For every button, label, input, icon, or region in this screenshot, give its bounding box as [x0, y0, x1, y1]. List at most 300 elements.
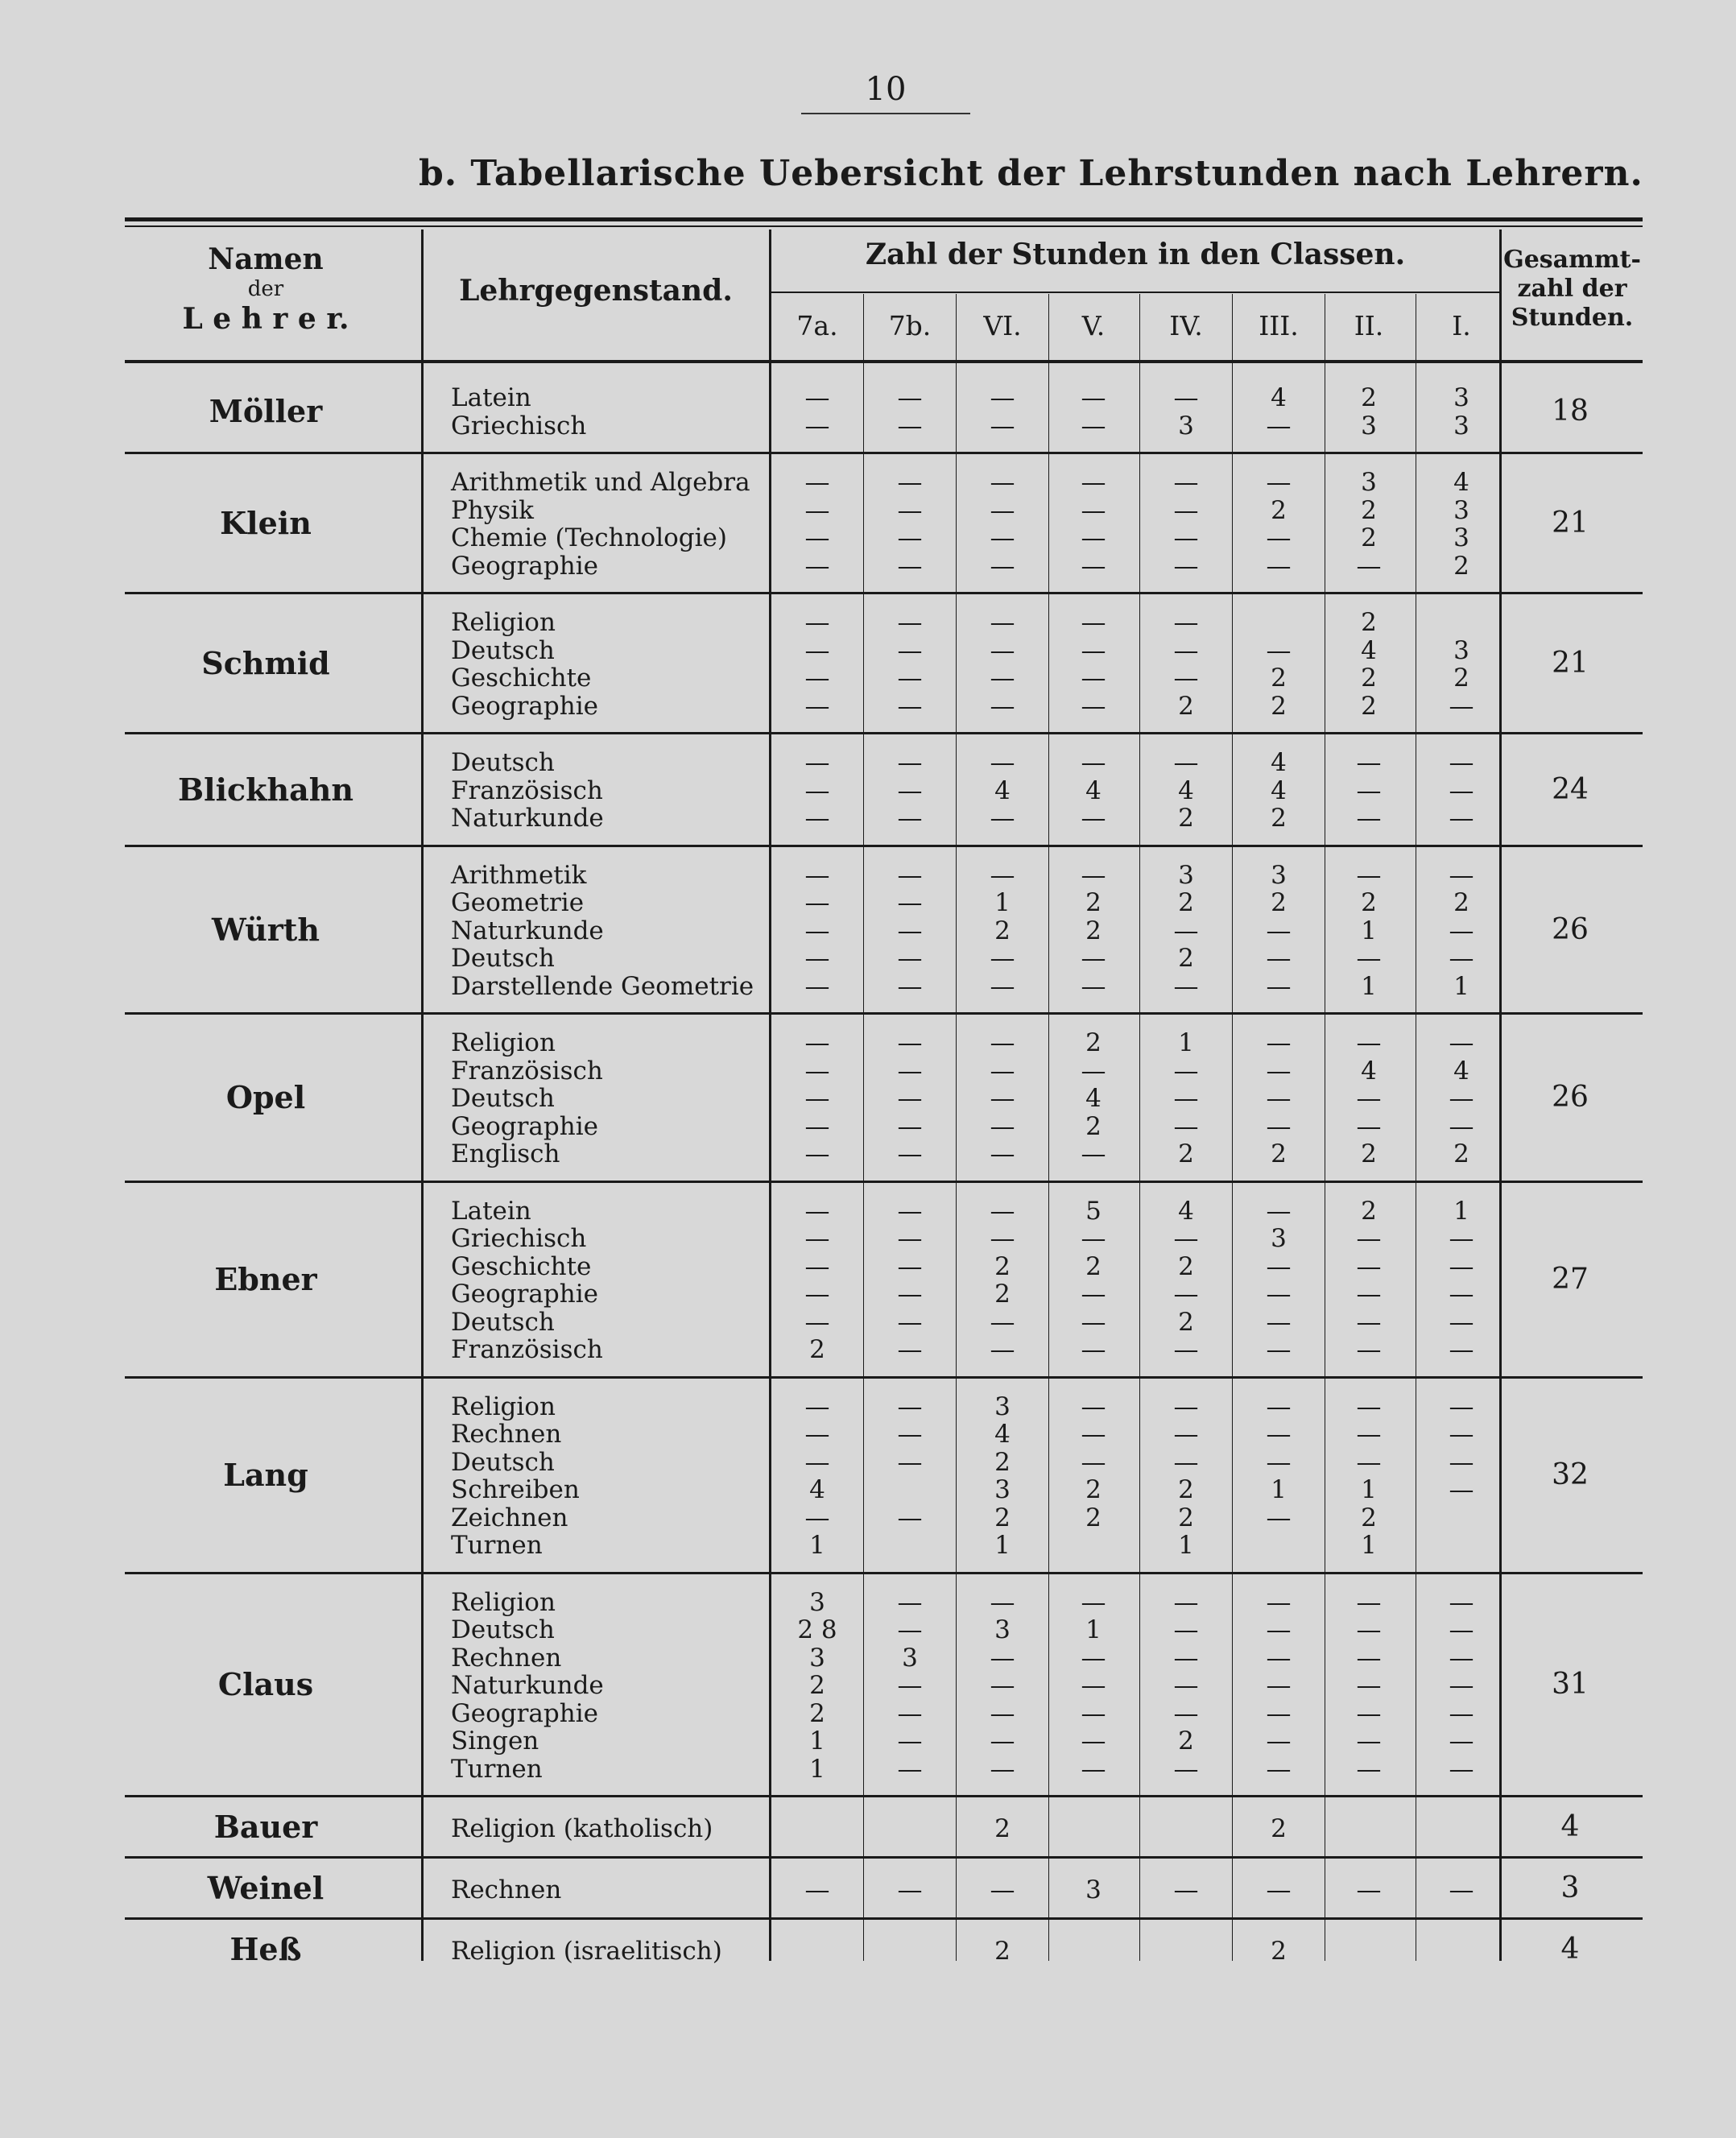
- hours-cell: 4: [1178, 1196, 1194, 1226]
- subject-name: Französisch: [451, 1056, 603, 1086]
- class-header: II.: [1354, 310, 1384, 341]
- row-separator: [125, 1181, 1643, 1183]
- hours-cell: —: [1356, 1587, 1382, 1617]
- hours-cell: 5: [1085, 1196, 1102, 1226]
- hours-cell: 2: [1453, 664, 1469, 693]
- teacher-name: Blickhahn: [178, 771, 353, 808]
- hours-cell: —: [1081, 1671, 1106, 1700]
- subject-name: Naturkunde: [451, 916, 604, 945]
- hours-cell: —: [804, 551, 830, 581]
- hours-cell: —: [1081, 411, 1106, 440]
- subject-name: Religion: [451, 608, 556, 637]
- subject-name: Deutsch: [451, 1447, 555, 1477]
- hours-cell: 1: [1361, 1531, 1377, 1560]
- hours-cell: —: [897, 1111, 923, 1141]
- hours-cell: —: [1081, 1307, 1106, 1337]
- hours-cell: —: [1449, 1671, 1474, 1700]
- hours-cell: —: [1266, 1587, 1292, 1617]
- hours-cell: —: [990, 1335, 1015, 1364]
- hours-cell: —: [804, 495, 830, 525]
- hours-cell: 2: [1085, 1503, 1102, 1532]
- hours-cell: 2: [994, 1814, 1011, 1843]
- hours-cell: —: [1449, 1084, 1474, 1113]
- hours-cell: 2: [809, 1335, 825, 1364]
- hours-cell: —: [1081, 804, 1106, 833]
- hours-cell: 1: [1178, 1531, 1194, 1560]
- teacher-name: Claus: [217, 1666, 314, 1703]
- hours-cell: —: [1449, 944, 1474, 973]
- hours-cell: —: [1173, 1587, 1199, 1617]
- hours-cell: —: [897, 1503, 923, 1532]
- teacher-name: Weinel: [207, 1870, 324, 1906]
- hours-cell: —: [1449, 1028, 1474, 1057]
- hours-cell: —: [804, 1307, 830, 1337]
- hours-cell: —: [1356, 1671, 1382, 1700]
- header-group-rule: [771, 292, 1500, 293]
- teacher-total: 21: [1552, 647, 1589, 680]
- hours-cell: —: [804, 1139, 830, 1168]
- subject-name: Schreiben: [451, 1475, 580, 1504]
- hours-cell: —: [897, 1056, 923, 1086]
- hours-cell: 1: [1271, 1475, 1287, 1504]
- hours-cell: —: [990, 608, 1015, 637]
- hours-cell: 2: [1085, 916, 1102, 945]
- hours-cell: —: [1081, 1335, 1106, 1364]
- hours-cell: —: [804, 1280, 830, 1309]
- hours-cell: —: [804, 1420, 830, 1449]
- hours-cell: 2: [994, 1503, 1011, 1532]
- hours-cell: —: [1356, 1698, 1382, 1728]
- hours-cell: —: [1266, 523, 1292, 552]
- hours-cell: 3: [1361, 468, 1377, 497]
- hours-cell: —: [990, 1754, 1015, 1784]
- hours-cell: 2: [1271, 888, 1287, 917]
- hours-cell: 3: [1178, 411, 1194, 440]
- hours-cell: —: [897, 1084, 923, 1113]
- hours-cell: 4: [994, 775, 1011, 805]
- hours-cell: 1: [1361, 916, 1377, 945]
- hours-cell: —: [897, 1671, 923, 1700]
- hours-cell: —: [1173, 971, 1199, 1001]
- hours-cell: —: [990, 971, 1015, 1001]
- hours-cell: —: [804, 1447, 830, 1477]
- hours-cell: —: [804, 1503, 830, 1532]
- hours-cell: —: [1356, 1084, 1382, 1113]
- hours-cell: 2: [1361, 383, 1377, 412]
- hours-cell: —: [1081, 1420, 1106, 1449]
- subject-name: Arithmetik und Algebra: [451, 468, 750, 497]
- teacher-total: 4: [1560, 1810, 1580, 1843]
- class-column-separator: [863, 294, 864, 1961]
- subject-name: Singen: [451, 1727, 539, 1755]
- hours-cell: 2: [1178, 1503, 1194, 1532]
- class-header: III.: [1259, 310, 1299, 341]
- hours-cell: —: [897, 1028, 923, 1057]
- hours-cell: 2: [1271, 1937, 1287, 1966]
- header-total: [1502, 246, 1643, 333]
- hours-cell: —: [1266, 1111, 1292, 1141]
- hours-cell: 1: [1453, 971, 1469, 1001]
- hours-cell: 3: [902, 1643, 918, 1673]
- hours-cell: —: [1081, 551, 1106, 581]
- subject-name: Griechisch: [451, 411, 587, 440]
- hours-cell: —: [990, 1056, 1015, 1086]
- hours-cell: —: [1449, 1698, 1474, 1728]
- hours-cell: —: [1449, 775, 1474, 805]
- hours-cell: —: [897, 916, 923, 945]
- hours-cell: 2: [1271, 1814, 1287, 1843]
- vline-name: [421, 230, 424, 1961]
- hours-cell: —: [1266, 1420, 1292, 1449]
- hours-cell: —: [1449, 1420, 1474, 1449]
- hours-cell: —: [804, 691, 830, 721]
- hours-cell: —: [1081, 944, 1106, 973]
- hours-cell: —: [897, 1875, 923, 1904]
- hours-cell: 1: [809, 1754, 825, 1784]
- hours-cell: —: [897, 804, 923, 833]
- hours-cell: 2: [1085, 888, 1102, 917]
- hours-cell: —: [1266, 1056, 1292, 1086]
- hours-cell: 4: [1271, 748, 1287, 777]
- row-separator: [125, 452, 1643, 454]
- subject-name: Geschichte: [451, 1251, 592, 1281]
- hours-cell: —: [1356, 775, 1382, 805]
- class-column-separator: [956, 294, 957, 1961]
- hours-cell: —: [804, 664, 830, 693]
- hours-cell: —: [897, 1196, 923, 1226]
- hours-cell: 4: [1178, 775, 1194, 805]
- hours-cell: —: [990, 1587, 1015, 1617]
- hours-cell: —: [1356, 551, 1382, 581]
- hours-cell: 2 8: [797, 1615, 837, 1644]
- hours-cell: —: [897, 635, 923, 665]
- header-names-line2: der: [247, 277, 284, 301]
- hours-cell: 1: [809, 1727, 825, 1755]
- hours-cell: 3: [1453, 635, 1469, 665]
- hours-cell: —: [1173, 551, 1199, 581]
- hours-cell: —: [804, 635, 830, 665]
- hours-cell: —: [1449, 1447, 1474, 1477]
- row-separator: [125, 1572, 1643, 1574]
- hours-cell: 1: [1178, 1028, 1194, 1057]
- hours-cell: —: [1173, 1615, 1199, 1644]
- hours-cell: —: [1356, 1307, 1382, 1337]
- hours-cell: —: [897, 1754, 923, 1784]
- subject-name: Englisch: [451, 1139, 560, 1168]
- hours-cell: —: [990, 1111, 1015, 1141]
- hours-cell: —: [990, 1671, 1015, 1700]
- hours-cell: —: [1173, 1111, 1199, 1141]
- hours-cell: —: [1081, 971, 1106, 1001]
- hours-cell: —: [897, 664, 923, 693]
- hours-cell: —: [990, 635, 1015, 665]
- hours-cell: —: [1173, 468, 1199, 497]
- hours-cell: 2: [1178, 1475, 1194, 1504]
- teacher-total: 3: [1560, 1871, 1580, 1904]
- row-separator: [125, 592, 1643, 594]
- hours-cell: —: [1173, 523, 1199, 552]
- hours-cell: 4: [994, 1420, 1011, 1449]
- hours-cell: —: [1356, 1643, 1382, 1673]
- hours-cell: 2: [1178, 1139, 1194, 1168]
- hours-cell: —: [1266, 1084, 1292, 1113]
- hours-cell: —: [990, 495, 1015, 525]
- subject-name: Religion: [451, 1392, 556, 1421]
- subject-name: Geschichte: [451, 664, 592, 693]
- hours-cell: 3: [1178, 860, 1194, 890]
- hours-cell: 2: [1361, 523, 1377, 552]
- subject-name: Naturkunde: [451, 804, 604, 833]
- hours-cell: —: [804, 775, 830, 805]
- hours-cell: —: [1173, 1392, 1199, 1421]
- hours-cell: 2: [809, 1671, 825, 1700]
- hours-cell: —: [804, 1084, 830, 1113]
- hours-cell: 3: [1271, 1224, 1287, 1253]
- teacher-name: Möller: [209, 392, 323, 429]
- hours-cell: 3: [994, 1475, 1011, 1504]
- hours-cell: —: [1173, 1280, 1199, 1309]
- hours-cell: 3: [1453, 495, 1469, 525]
- hours-cell: —: [804, 523, 830, 552]
- hours-cell: —: [897, 495, 923, 525]
- hours-cell: —: [804, 944, 830, 973]
- hours-cell: —: [804, 860, 830, 890]
- hours-cell: —: [804, 383, 830, 412]
- hours-cell: —: [1081, 1139, 1106, 1168]
- teacher-name: Bauer: [213, 1809, 318, 1845]
- hours-cell: —: [1266, 1028, 1292, 1057]
- hours-cell: —: [897, 411, 923, 440]
- hours-cell: —: [1173, 608, 1199, 637]
- hours-cell: —: [1449, 1111, 1474, 1141]
- hours-cell: 2: [1361, 1196, 1377, 1226]
- class-header: IV.: [1169, 310, 1203, 341]
- hours-cell: 2: [1271, 664, 1287, 693]
- hours-cell: —: [990, 411, 1015, 440]
- vline-subject: [769, 230, 771, 1961]
- hours-cell: —: [1356, 1335, 1382, 1364]
- row-separator: [125, 1856, 1643, 1859]
- hours-cell: —: [804, 1224, 830, 1253]
- hours-cell: —: [804, 916, 830, 945]
- hours-cell: —: [897, 523, 923, 552]
- subject-name: Turnen: [451, 1754, 543, 1784]
- class-header: 7b.: [888, 310, 932, 341]
- teacher-name: Opel: [225, 1079, 306, 1116]
- subject-name: Deutsch: [451, 1307, 555, 1337]
- hours-cell: —: [1173, 1084, 1199, 1113]
- subject-name: Geographie: [451, 1111, 598, 1141]
- hours-cell: —: [1081, 1587, 1106, 1617]
- subject-name: Darstellende Geometrie: [451, 971, 754, 1001]
- hours-cell: 1: [1361, 971, 1377, 1001]
- hours-cell: —: [1356, 1447, 1382, 1477]
- hours-cell: —: [990, 551, 1015, 581]
- hours-cell: —: [1081, 1280, 1106, 1309]
- hours-cell: —: [1173, 1335, 1199, 1364]
- hours-cell: —: [897, 608, 923, 637]
- hours-cell: 1: [1453, 1196, 1469, 1226]
- hours-cell: 4: [1453, 1056, 1469, 1086]
- hours-cell: —: [990, 468, 1015, 497]
- hours-cell: —: [1449, 1307, 1474, 1337]
- hours-cell: —: [1266, 1503, 1292, 1532]
- hours-cell: 2: [1361, 1503, 1377, 1532]
- hours-cell: —: [1356, 1280, 1382, 1309]
- hours-cell: —: [1081, 1754, 1106, 1784]
- header-names-line1: Namen: [208, 242, 324, 276]
- hours-cell: —: [1173, 495, 1199, 525]
- hours-cell: 2: [1453, 551, 1469, 581]
- hours-cell: —: [897, 944, 923, 973]
- hours-cell: 2: [1178, 1307, 1194, 1337]
- hours-cell: —: [990, 1139, 1015, 1168]
- page-number: 10: [865, 71, 907, 108]
- hours-cell: —: [1081, 468, 1106, 497]
- hours-cell: 2: [1085, 1111, 1102, 1141]
- hours-cell: —: [1356, 1251, 1382, 1281]
- hours-cell: —: [897, 775, 923, 805]
- hours-cell: —: [990, 944, 1015, 973]
- hours-cell: —: [1266, 1875, 1292, 1904]
- hours-cell: —: [897, 1420, 923, 1449]
- subject-name: Rechnen: [451, 1643, 562, 1673]
- hours-cell: —: [1173, 1698, 1199, 1728]
- hours-cell: 2: [809, 1698, 825, 1728]
- hours-cell: 2: [1361, 888, 1377, 917]
- hours-cell: —: [1266, 1615, 1292, 1644]
- hours-cell: —: [1449, 804, 1474, 833]
- hours-cell: —: [897, 1587, 923, 1617]
- hours-cell: —: [1449, 748, 1474, 777]
- hours-cell: —: [1356, 944, 1382, 973]
- hours-cell: —: [990, 1727, 1015, 1755]
- hours-cell: —: [1356, 860, 1382, 890]
- class-column-separator: [1139, 294, 1140, 1961]
- subject-name: Religion: [451, 1587, 556, 1617]
- hours-cell: 2: [1361, 691, 1377, 721]
- hours-cell: 3: [1453, 523, 1469, 552]
- hours-cell: —: [897, 1392, 923, 1421]
- hours-cell: —: [990, 1028, 1015, 1057]
- hours-cell: —: [804, 1056, 830, 1086]
- hours-cell: —: [1356, 1875, 1382, 1904]
- class-header: VI.: [983, 310, 1022, 341]
- subject-name: Physik: [451, 495, 534, 525]
- hours-cell: 3: [809, 1587, 825, 1617]
- class-column-separator: [1232, 294, 1233, 1961]
- hours-cell: —: [1266, 1335, 1292, 1364]
- hours-cell: 2: [994, 1447, 1011, 1477]
- hours-cell: —: [1173, 916, 1199, 945]
- hours-cell: 2: [994, 1280, 1011, 1309]
- row-separator: [125, 845, 1643, 847]
- hours-cell: —: [1081, 635, 1106, 665]
- hours-cell: —: [1266, 1251, 1292, 1281]
- row-separator: [125, 1012, 1643, 1015]
- hours-cell: —: [897, 1615, 923, 1644]
- hours-cell: —: [1081, 1224, 1106, 1253]
- hours-cell: —: [1266, 1671, 1292, 1700]
- hours-cell: —: [1266, 1447, 1292, 1477]
- teacher-total: 4: [1560, 1933, 1580, 1966]
- hours-cell: —: [1449, 1224, 1474, 1253]
- hours-cell: 2: [1178, 1727, 1194, 1755]
- hours-cell: —: [1449, 1280, 1474, 1309]
- teacher-total: 24: [1552, 772, 1589, 806]
- hours-cell: —: [1173, 635, 1199, 665]
- hours-cell: 2: [1271, 495, 1287, 525]
- subject-name: Naturkunde: [451, 1671, 604, 1700]
- hours-cell: —: [897, 551, 923, 581]
- hours-cell: —: [990, 860, 1015, 890]
- hours-cell: 1: [1361, 1475, 1377, 1504]
- hours-cell: —: [1081, 383, 1106, 412]
- hours-cell: —: [897, 1251, 923, 1281]
- hours-cell: —: [1266, 551, 1292, 581]
- hours-cell: —: [1266, 1643, 1292, 1673]
- hours-cell: —: [1173, 1875, 1199, 1904]
- hours-cell: —: [1081, 1056, 1106, 1086]
- hours-cell: 2: [1178, 944, 1194, 973]
- hours-cell: —: [1266, 916, 1292, 945]
- teacher-name: Heß: [229, 1931, 302, 1967]
- hours-cell: 2: [994, 1251, 1011, 1281]
- hours-cell: —: [897, 971, 923, 1001]
- hours-cell: —: [1266, 1727, 1292, 1755]
- hours-cell: 2: [1453, 1139, 1469, 1168]
- subject-name: Deutsch: [451, 1084, 555, 1113]
- hours-cell: —: [1266, 1754, 1292, 1784]
- hours-cell: 4: [1085, 775, 1102, 805]
- hours-cell: —: [804, 1875, 830, 1904]
- teacher-total: 26: [1552, 1081, 1589, 1114]
- hours-cell: —: [1449, 691, 1474, 721]
- hours-cell: 3: [994, 1392, 1011, 1421]
- hours-cell: —: [804, 468, 830, 497]
- subject-name: Arithmetik: [451, 860, 587, 890]
- hours-cell: —: [804, 1196, 830, 1226]
- header-total-line1: Gesammt-: [1503, 246, 1641, 274]
- hours-cell: —: [897, 1224, 923, 1253]
- hours-cell: —: [1356, 1727, 1382, 1755]
- subject-name: Religion (israelitisch): [451, 1937, 722, 1966]
- hours-cell: —: [897, 860, 923, 890]
- hours-cell: —: [1173, 1447, 1199, 1477]
- hours-cell: —: [1173, 1420, 1199, 1449]
- hours-cell: 4: [1271, 775, 1287, 805]
- hours-cell: —: [990, 1196, 1015, 1226]
- header-subject: Lehrgegenstand.: [459, 274, 733, 308]
- hours-cell: —: [990, 1307, 1015, 1337]
- hours-cell: —: [1449, 860, 1474, 890]
- hours-cell: —: [1449, 1587, 1474, 1617]
- hours-cell: —: [1173, 1643, 1199, 1673]
- hours-cell: —: [1266, 468, 1292, 497]
- hours-cell: —: [1081, 691, 1106, 721]
- subject-name: Geographie: [451, 1280, 598, 1309]
- subject-name: Religion: [451, 1028, 556, 1057]
- hours-cell: —: [804, 971, 830, 1001]
- hours-cell: —: [1081, 1447, 1106, 1477]
- hours-cell: —: [1081, 1392, 1106, 1421]
- hours-cell: —: [804, 804, 830, 833]
- hours-cell: —: [990, 691, 1015, 721]
- hours-cell: —: [804, 1251, 830, 1281]
- hours-cell: —: [1081, 1727, 1106, 1755]
- hours-cell: —: [1356, 748, 1382, 777]
- hours-cell: 3: [1271, 860, 1287, 890]
